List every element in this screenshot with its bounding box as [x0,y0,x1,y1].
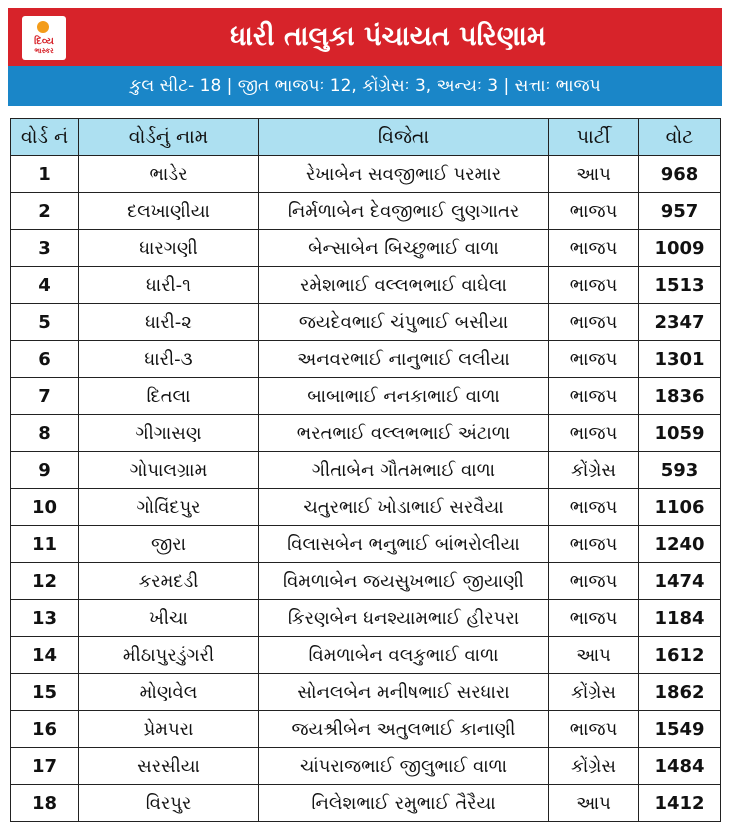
logo-text-line1: દિવ્ય [34,36,54,47]
ward-name-cell: ધારી-૨ [79,304,259,341]
ward-number-cell: 14 [11,637,79,674]
ward-number-cell: 3 [11,230,79,267]
ward-number-cell: 13 [11,600,79,637]
ward-number-cell: 8 [11,415,79,452]
party-cell: કોંગ્રેસ [549,748,639,785]
column-header-winner: વિજેતા [259,119,549,156]
table-row [11,378,721,415]
column-header-party: પાર્ટી [549,119,639,156]
winner-name-cell: બેન્સાબેન બિચ્છુભાઈ વાળા [259,230,549,267]
table-row [11,156,721,193]
table-row [11,452,721,489]
page-title: ધારી તાલુકા પંચાયત પરિણામ [230,21,546,52]
ward-number-cell: 18 [11,785,79,822]
ward-number-cell: 1 [11,156,79,193]
winner-name-cell: વિમળાબેન વલકુભાઈ વાળા [259,637,549,674]
votes-cell: 1412 [639,785,721,822]
votes-cell: 968 [639,156,721,193]
party-cell: આપ [549,156,639,193]
votes-cell: 1474 [639,563,721,600]
column-header-votes: વોટ [639,119,721,156]
votes-cell: 1484 [639,748,721,785]
title-bar [8,8,722,66]
winner-name-cell: ગીતાબેન ગૌતમભાઈ વાળા [259,452,549,489]
ward-number-cell: 16 [11,711,79,748]
summary-text: કુલ સીટ- 18 | જીત ભાજપઃ 12, કોંગ્રેસઃ 3, અન્યઃ 3 | સત્તાઃ ભાજપ [129,76,601,96]
table-row [11,415,721,452]
ward-number-cell: 10 [11,489,79,526]
votes-cell: 957 [639,193,721,230]
party-cell: ભાજપ [549,267,639,304]
votes-cell: 1513 [639,267,721,304]
votes-cell: 1240 [639,526,721,563]
ward-number-cell: 7 [11,378,79,415]
winner-name-cell: કિરણબેન ધનશ્યામભાઈ હીરપરા [259,600,549,637]
votes-cell: 1009 [639,230,721,267]
party-cell: ભાજપ [549,193,639,230]
winner-name-cell: ચાંપરાજભાઈ જીલુભાઈ વાળા [259,748,549,785]
ward-number-cell: 15 [11,674,79,711]
votes-cell: 2347 [639,304,721,341]
winner-name-cell: નિર્મળાબેન દેવજીભાઈ લુણગાતર [259,193,549,230]
winner-name-cell: ચતુરભાઈ ખોડાભાઈ સરવૈયા [259,489,549,526]
ward-number-cell: 12 [11,563,79,600]
table-row [11,748,721,785]
ward-name-cell: ગોવિંદપુર [79,489,259,526]
winner-name-cell: ભરતભાઈ વલ્લભભાઈ અંટાળા [259,415,549,452]
divya-bhaskar-logo [22,16,66,60]
table-row [11,489,721,526]
ward-number-cell: 6 [11,341,79,378]
party-cell: કોંગ્રેસ [549,674,639,711]
table-row [11,674,721,711]
ward-name-cell: ગીગાસણ [79,415,259,452]
ward-name-cell: સરસીયા [79,748,259,785]
ward-name-cell: મોણવેલ [79,674,259,711]
summary-bar [8,66,722,106]
party-cell: આપ [549,637,639,674]
winner-name-cell: સોનલબેન મનીષભાઈ સરધારા [259,674,549,711]
table-row [11,304,721,341]
votes-cell: 1836 [639,378,721,415]
party-cell: ભાજપ [549,600,639,637]
ward-number-cell: 5 [11,304,79,341]
votes-cell: 1301 [639,341,721,378]
party-cell: ભાજપ [549,341,639,378]
ward-name-cell: ગોપાલગ્રામ [79,452,259,489]
results-table [10,118,721,822]
table-row [11,341,721,378]
party-cell: આપ [549,785,639,822]
table-row [11,230,721,267]
party-cell: ભાજપ [549,526,639,563]
ward-number-cell: 4 [11,267,79,304]
party-cell: ભાજપ [549,415,639,452]
winner-name-cell: જયશ્રીબેન અતુલભાઈ કાનાણી [259,711,549,748]
table-row [11,711,721,748]
ward-name-cell: કરમદડી [79,563,259,600]
votes-cell: 1862 [639,674,721,711]
party-cell: ભાજપ [549,563,639,600]
ward-number-cell: 17 [11,748,79,785]
table-row [11,785,721,822]
ward-name-cell: ધારી-૩ [79,341,259,378]
party-cell: ભાજપ [549,711,639,748]
table-row [11,193,721,230]
party-cell: કોંગ્રેસ [549,452,639,489]
winner-name-cell: રમેશભાઈ વલ્લભભાઈ વાઘેલા [259,267,549,304]
winner-name-cell: વિલાસબેન ભનુભાઈ બાંભરોલીયા [259,526,549,563]
votes-cell: 1106 [639,489,721,526]
ward-name-cell: વિરપુર [79,785,259,822]
ward-name-cell: મીઠાપુરડુંગરી [79,637,259,674]
winner-name-cell: રેખાબેન સવજીભાઈ પરમાર [259,156,549,193]
ward-name-cell: ખીચા [79,600,259,637]
ward-name-cell: દલખાણીયા [79,193,259,230]
ward-name-cell: ભાડેર [79,156,259,193]
votes-cell: 1549 [639,711,721,748]
sun-icon [37,21,49,33]
table-row [11,600,721,637]
votes-cell: 1059 [639,415,721,452]
column-header-ward-no: વોર્ડ નં [11,119,79,156]
winner-name-cell: વિમળાબેન જયસુખભાઈ જીયાણી [259,563,549,600]
winner-name-cell: બાબાભાઈ નનકાભાઈ વાળા [259,378,549,415]
ward-number-cell: 2 [11,193,79,230]
votes-cell: 1184 [639,600,721,637]
winner-name-cell: જયદેવભાઈ ચંપુભાઈ બસીયા [259,304,549,341]
logo-text-line2: ભાસ્કર [34,47,54,55]
winner-name-cell: નિલેશભાઈ રમુભાઈ તૈરૈયા [259,785,549,822]
ward-name-cell: ધારી-૧ [79,267,259,304]
votes-cell: 593 [639,452,721,489]
votes-cell: 1612 [639,637,721,674]
table-row [11,637,721,674]
party-cell: ભાજપ [549,489,639,526]
table-row [11,267,721,304]
party-cell: ભાજપ [549,378,639,415]
party-cell: ભાજપ [549,304,639,341]
column-header-ward-name: વોર્ડનું નામ [79,119,259,156]
ward-name-cell: પ્રેમપરા [79,711,259,748]
ward-number-cell: 9 [11,452,79,489]
ward-name-cell: ધારગણી [79,230,259,267]
table-row [11,563,721,600]
table-row [11,526,721,563]
table-header-row [11,119,721,156]
ward-number-cell: 11 [11,526,79,563]
ward-name-cell: દિતલા [79,378,259,415]
party-cell: ભાજપ [549,230,639,267]
ward-name-cell: જીરા [79,526,259,563]
winner-name-cell: અનવરભાઈ નાનુભાઈ લલીયા [259,341,549,378]
